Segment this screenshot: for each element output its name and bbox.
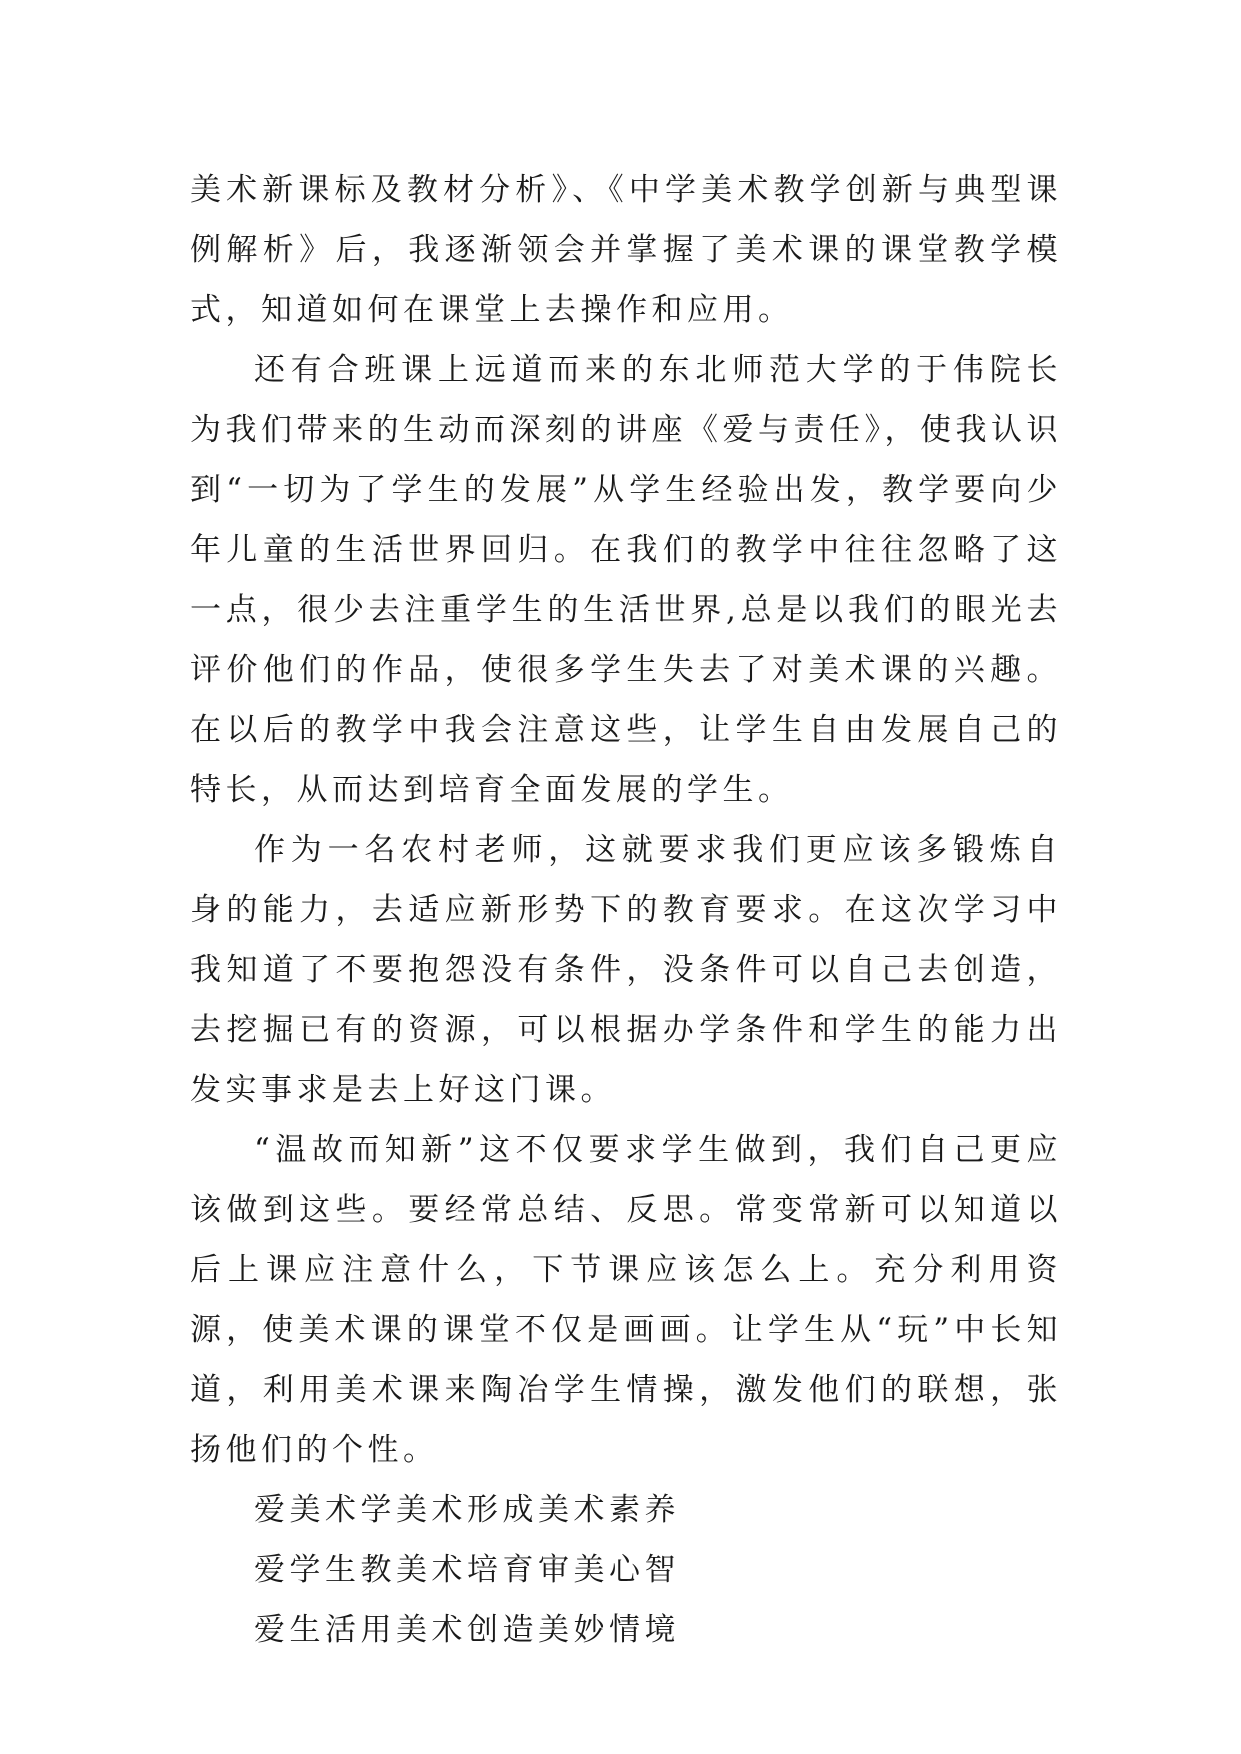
- document-page: [190, 160, 1062, 1660]
- paragraph-1: 美术新课标及教材分析》、《中学美术教学创新与典型课例解析》后，我逐渐领会并掌握了美术课的课堂教学模式，知道如何在课堂上去操作和应用。: [190, 172, 1062, 328]
- paragraph-3: 作为一名农村老师，这就要求我们更应该多锻炼自身的能力，去适应新形势下的教育要求。在这次学习中我知道了不要抱怨没有条件，没条件可以自己去创造，去挖掘已有的资源，可以根据办学条件和学生的能力出发实事求是去上好这门课。: [190, 832, 1062, 1108]
- paragraph-4: “温故而知新”这不仅要求学生做到，我们自己更应该做到这些。要经常总结、反思。常变常新可以知道以后上课应注意什么，下节课应该怎么上。充分利用资源，使美术课的课堂不仅是画画。让学生从“玩”中长知道，利用美术课来陶冶学生情操，激发他们的联想，张扬他们的个性。: [190, 1132, 1062, 1468]
- verse-line-3: 爱生活用美术创造美妙情境: [254, 1612, 680, 1648]
- verse-line-2: 爱学生教美术培育审美心智: [254, 1552, 680, 1588]
- verse-line-1: 爱美术学美术形成美术素养: [254, 1492, 680, 1528]
- paragraph-2: 还有合班课上远道而来的东北师范大学的于伟院长为我们带来的生动而深刻的讲座《爱与责任》，使我认识到“一切为了学生的发展”从学生经验出发，教学要向少年儿童的生活世界回归。在我们的教学中往往忽略了这一点，很少去注重学生的生活世界,总是以我们的眼光去评价他们的作品，使很多学生失去了对美术课的兴趣。在以后的教学中我会注意这些，让学生自由发展自己的特长，从而达到培育全面发展的学生。: [190, 352, 1062, 808]
